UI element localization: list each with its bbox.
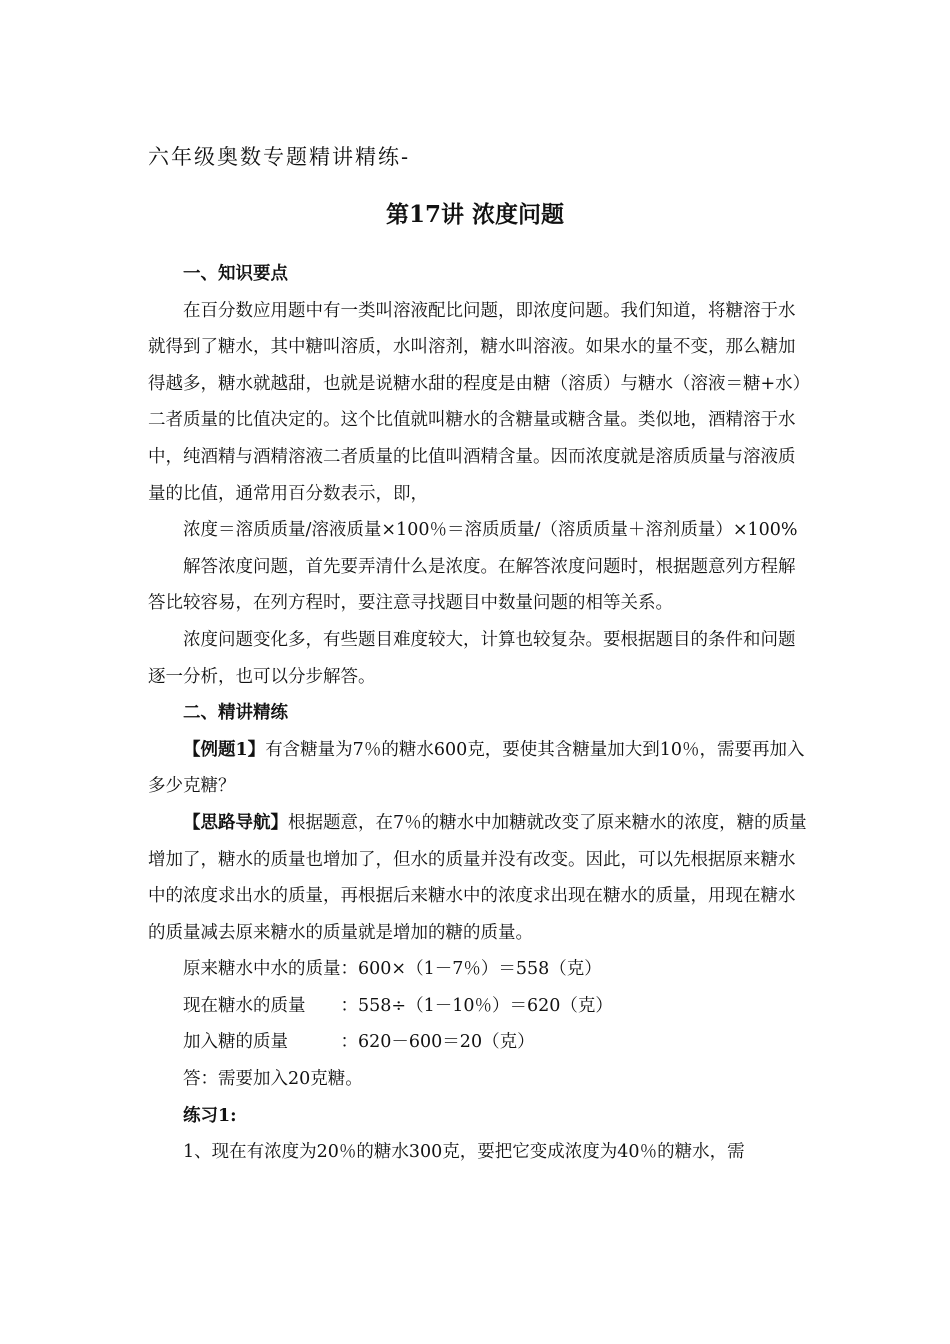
document-body	[148, 256, 808, 1171]
paragraph-solving-tips: 解答浓度问题，首先要弄清什么是浓度。在解答浓度问题时，根据题意列方程解答比较容易，在列方程时，要注意寻找题目中数量问题的相等关系。	[148, 556, 796, 614]
paragraph-complexity-note: 浓度问题变化多，有些题目难度较大，计算也较复杂。要根据题目的条件和问题逐一分析，也可以分步解答。	[148, 629, 796, 687]
calc-label: 加入糖的质量 ：	[183, 1032, 358, 1053]
practice-item: 1、现在有浓度为20％的糖水300克，要把它变成浓度为40％的糖水，需	[183, 1142, 745, 1163]
calc-row	[148, 951, 808, 988]
solution-guide-tag: 【思路导航】	[183, 812, 288, 833]
calc-row	[148, 988, 808, 1025]
section-heading-practice: 二、精讲精练	[183, 703, 288, 724]
practice-heading: 练习1:	[183, 1105, 237, 1126]
example-1	[148, 732, 808, 805]
calc-label: 现在糖水的质量 ：	[183, 995, 358, 1016]
solution-guide-text: 根据题意，在7％的糖水中加糖就改变了原来糖水的浓度，糖的质量增加了，糖水的质量也增加了，但水的质量并没有改变。因此，可以先根据原来糖水中的浓度求出水的质量，再根据后来糖水中的浓度求出现在糖水的质量，用现在糖水的质量减去原来糖水的质量就是增加的糖的质量。	[148, 812, 807, 943]
section-heading-knowledge: 一、知识要点	[183, 264, 288, 284]
formula-concentration: 浓度＝溶质质量/溶液质量×100％＝溶质质量/（溶质质量＋溶剂质量）×100%	[183, 520, 798, 541]
series-title: 六年级奥数专题精讲精练-	[148, 145, 411, 169]
calc-expression: 620－600＝20（克）	[358, 1032, 535, 1053]
paragraph-concentration-intro: 在百分数应用题中有一类叫溶液配比问题，即浓度问题。我们知道，将糖溶于水就得到了糖水，其中糖叫溶质，水叫溶剂，糖水叫溶液。如果水的量不变，那么糖加得越多，糖水就越甜，也就是说糖水甜的程度是由糖（溶质）与糖水（溶液＝糖+水）二者质量的比值决定的。这个比值就叫糖水的含糖量或糖含量。类似地，酒精溶于水中，纯酒精与酒精溶液二者质量的比值叫酒精含量。因而浓度就是溶质质量与溶液质量的比值，通常用百分数表示，即，	[148, 300, 802, 504]
example-1-tag: 【例题1】	[183, 739, 266, 760]
calc-row	[148, 1024, 808, 1061]
calc-expression: 600×（1－7％）＝558（克）	[358, 959, 602, 980]
calc-label: 原来糖水中水的质量：	[183, 959, 358, 980]
example-1-text: 有含糖量为7％的糖水600克，要使其含糖量加大到10％，需要再加入多少克糖？	[148, 739, 805, 797]
answer-line: 答：需要加入20克糖。	[183, 1069, 363, 1090]
calc-expression: 558÷（1－10％）＝620（克）	[358, 995, 613, 1016]
lecture-title: 第17讲 浓度问题	[385, 201, 564, 228]
solution-guide	[148, 805, 808, 951]
